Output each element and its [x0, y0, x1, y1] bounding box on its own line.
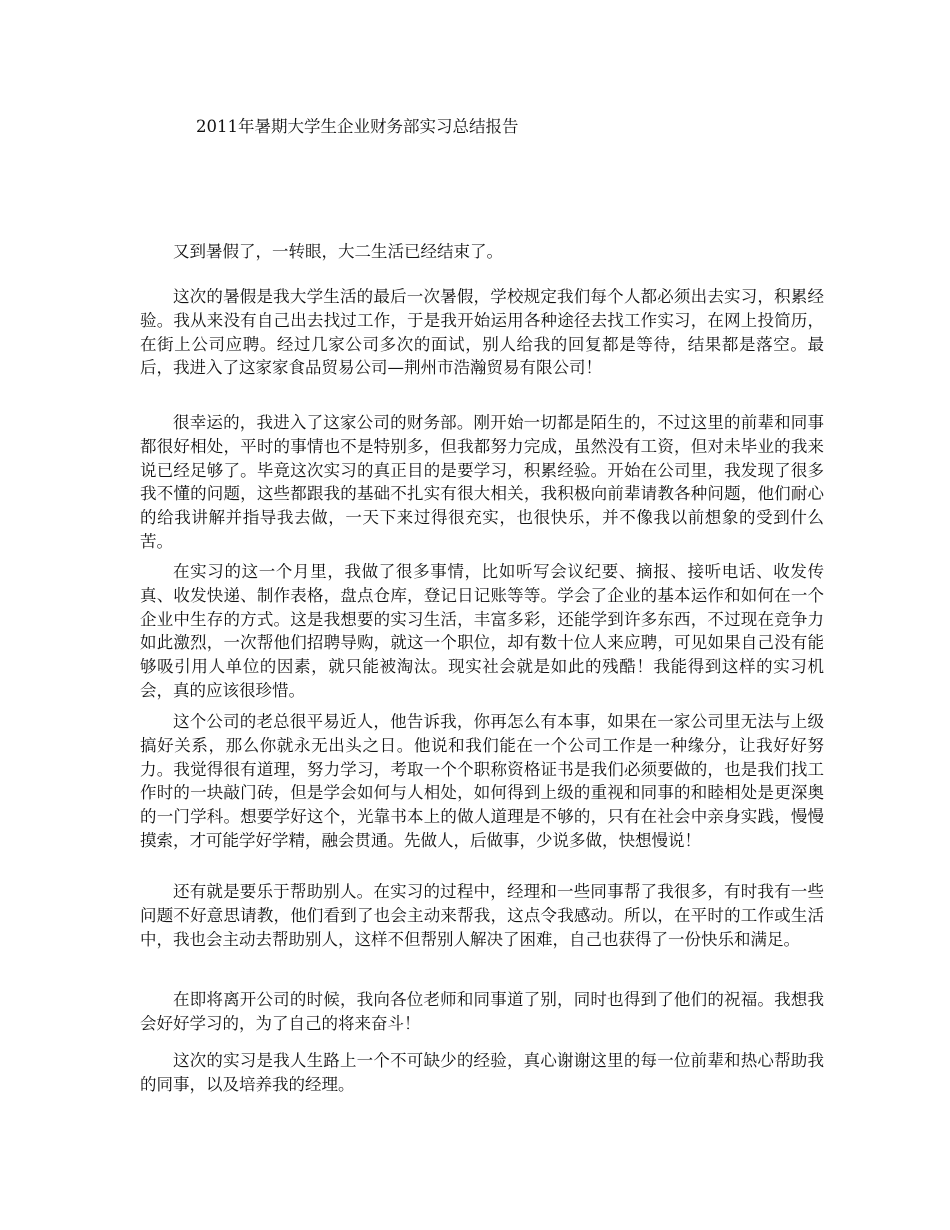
paragraph-1: 这次的暑假是我大学生活的最后一次暑假，学校规定我们每个人都必须出去实习，积累经验。我从来没有自己出去找过工作，于是我开始运用各种途径去找工作实习，在网上投简历，在街上公司应聘。经过几家公司多次的面试，别人给我的回复都是等待，结果都是落空。最后，我进入了这家家食品贸易公司—荆州市浩瀚贸易有限公司！ [140, 287, 824, 378]
document-title: 2011年暑期大学生企业财务部实习总结报告 [196, 117, 519, 136]
paragraph-4: 这个公司的老总很平易近人，他告诉我，你再怎么有本事，如果在一家公司里无法与上级搞好关系，那么你就永无出头之日。他说和我们能在一个公司工作是一种缘分，让我好好努力。我觉得很有道理，努力学习，考取一个个职称资格证书是我们必须要做的，也是我们找工作时的一块敲门砖，但是学会如何与人相处，如何得到上级的重视和同事的和睦相处是更深奥的一门学科。想要学好这个，光靠书本上的做人道理是不够的，只有在社会中亲身实践，慢慢摸索，才可能学好学精，融会贯通。先做人，后做事，少说多做，快想慢说！ [140, 712, 824, 850]
paragraph-6: 在即将离开公司的时候，我向各位老师和同事道了别，同时也得到了他们的祝福。我想我会好好学习的，为了自己的将来奋斗！ [140, 990, 824, 1033]
paragraph-7: 这次的实习是我人生路上一个不可缺少的经验，真心谢谢这里的每一位前辈和热心帮助我的同事，以及培养我的经理。 [140, 1051, 824, 1094]
paragraph-intro: 又到暑假了，一转眼，大二生活已经结束了。 [173, 242, 503, 261]
paragraph-2: 很幸运的，我进入了这家公司的财务部。刚开始一切都是陌生的，不过这里的前辈和同事都很好相处，平时的事情也不是特别多，但我都努力完成，虽然没有工资，但对未毕业的我来说已经足够了。毕竟这次实习的真正目的是要学习，积累经验。开始在公司里，我发现了很多我不懂的问题，这些都跟我的基础不扎实有很大相关，我积极向前辈请教各种问题，他们耐心的给我讲解并指导我去做，一天下来过得很充实，也很快乐，并不像我以前想象的受到什么苦。 [140, 413, 824, 551]
paragraph-5: 还有就是要乐于帮助别人。在实习的过程中，经理和一些同事帮了我很多，有时我有一些问题不好意思请教，他们看到了也会主动来帮我，这点令我感动。所以，在平时的工作或生活中，我也会主动去帮助别人，这样不但帮别人解决了困难，自己也获得了一份快乐和满足。 [140, 882, 824, 949]
paragraph-3: 在实习的这一个月里，我做了很多事情，比如听写会议纪要、摘报、接听电话、收发传真、收发快递、制作表格，盘点仓库，登记日记账等等。学会了企业的基本运作和如何在一个企业中生存的方式。这是我想要的实习生活，丰富多彩，还能学到许多东西，不过现在竞争力如此激烈，一次帮他们招聘导购，就这一个职位，却有数十位人来应聘，可见如果自己没有能够吸引用人单位的因素，就只能被淘汰。现实社会就是如此的残酷！我能得到这样的实习机会，真的应该很珍惜。 [140, 562, 824, 700]
